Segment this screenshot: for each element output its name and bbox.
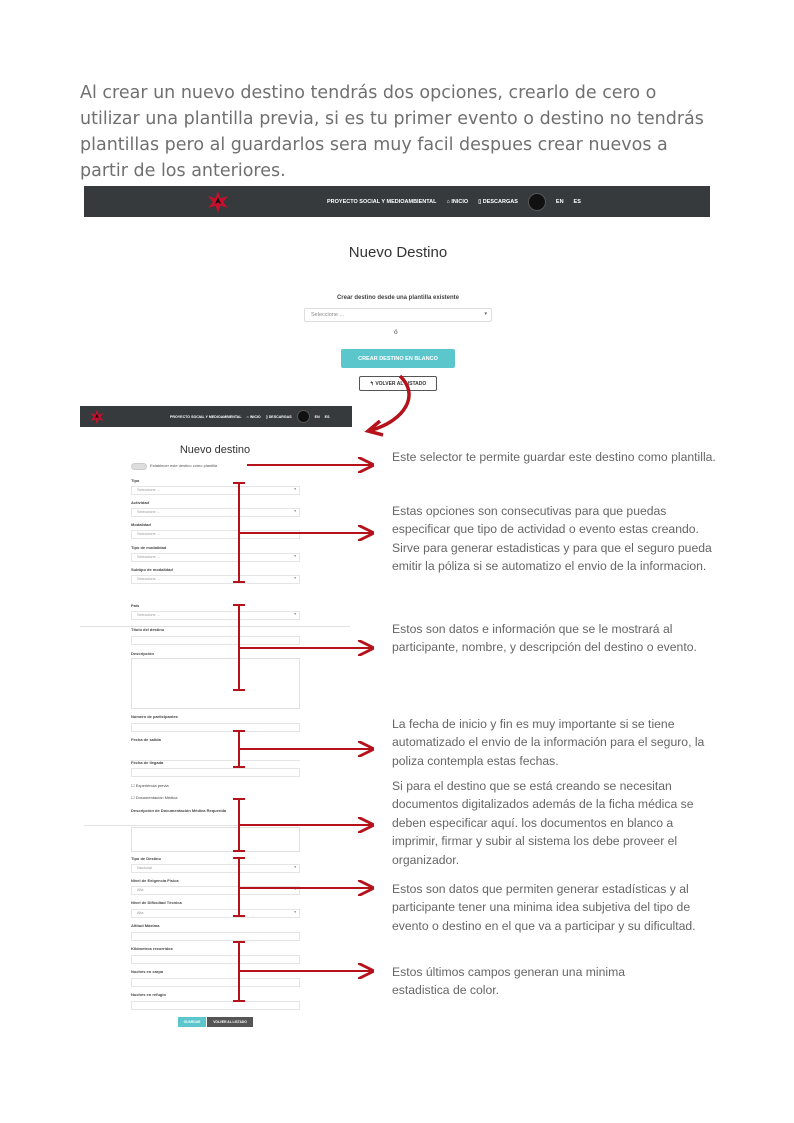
save-button[interactable]: GUARDAR — [178, 1017, 206, 1027]
select-modalidad[interactable]: Seleccione ... ▾ — [131, 530, 300, 539]
label-descripcion: Descripción — [131, 651, 154, 656]
select-tipo-destino[interactable]: Nacional ▾ — [131, 864, 300, 873]
template-select[interactable]: Seleccione ... ▾ — [304, 308, 492, 322]
chevron-down-icon: ▾ — [294, 887, 296, 891]
label-tipo: Tipo — [131, 478, 140, 483]
input-num-participantes[interactable] — [131, 723, 300, 732]
lang-en[interactable]: EN — [314, 414, 320, 419]
nav-home-link[interactable]: ⌂ INICIO — [446, 198, 469, 205]
note-documents: Si para el destino que se está creando se necesitan documentos digitalizados además de la ficha médica se deben especificar aquí. los documentos en blanco a imprimir, firmar y subir al sistema los debe proveer el organizador. — [392, 779, 694, 867]
navbar-form — [80, 406, 352, 427]
chevron-down-icon: ▾ — [294, 487, 296, 491]
template-toggle-label: Establecer este destino como plantilla — [150, 463, 218, 468]
note-difficulty: Estos son datos que permiten generar estadísticas y al participante tener una minima idea subjetiva del tipo de evento o destino en el que va a participar y su dificultad. — [392, 882, 696, 933]
checkbox-experiencia[interactable]: ☐ Experiencia previa — [131, 783, 169, 788]
textarea-desc-documentacion[interactable] — [131, 827, 300, 852]
avatar[interactable] — [528, 193, 546, 211]
chevron-down-icon: ▾ — [294, 910, 296, 914]
label-tipo-modalidad: Tipo de modalidad — [131, 545, 167, 550]
create-blank-button[interactable]: CREAR DESTINO EN BLANCO — [341, 349, 455, 368]
lang-es[interactable]: ES — [573, 198, 581, 205]
nav-downloads-link[interactable]: ▯ DESCARGAS — [265, 414, 292, 419]
label-nivel-fisica: Nivel de Exigencia Física — [131, 878, 179, 883]
label-altitud: Altitud Máxima — [131, 923, 160, 928]
lang-es[interactable]: ES — [324, 414, 330, 419]
input-titulo[interactable] — [131, 636, 300, 645]
page-title-nuevo-destino: Nuevo Destino — [348, 244, 448, 261]
chevron-down-icon: ▾ — [484, 311, 487, 317]
nav-downloads-link[interactable]: ▯ DESCARGAS — [478, 198, 518, 205]
intro-paragraph: Al crear un nuevo destino tendrás dos opciones, crearlo de cero o utilizar una plantilla previa, si es tu primer evento o destino no tendrás plantillas pero al guardarlos sera muy facil despues crear nuevos a partir de los anteriores. — [80, 83, 704, 181]
nav-project-link[interactable]: PROYECTO SOCIAL Y MEDIOAMBIENTAL — [327, 198, 437, 205]
note-activity-options: Estas opciones son consecutivas para que puedas especificar que tipo de actividad o evento estas creando. Sirve para generar estadisticas y para que el seguro pueda emitir la póliza si se automatizo el envio de la informacion. — [392, 504, 712, 574]
brand-logo[interactable] — [89, 409, 105, 425]
label-km: Kilómetros recorridos — [131, 946, 173, 951]
input-fecha-salida[interactable] — [131, 745, 300, 761]
home-icon: ⌂ — [446, 198, 450, 205]
back-to-list-button[interactable]: VOLVER AL LISTADO — [207, 1017, 253, 1027]
or-separator: ó — [394, 329, 398, 336]
label-noches-refugio: Noches en refugio — [131, 992, 166, 997]
input-noches-refugio[interactable] — [131, 1001, 300, 1010]
note-participant-info: Estos son datos e información que se le mostrará al participante, nombre, y descripción del destino o evento. — [392, 622, 697, 655]
home-icon: ⌂ — [246, 414, 249, 419]
chevron-down-icon: ▾ — [294, 865, 296, 869]
input-altitud[interactable] — [131, 932, 300, 941]
label-nivel-tecnica: Nivel de Dificultad Técnica — [131, 900, 182, 905]
back-to-list-button[interactable]: ↰ VOLVER AL LISTADO — [359, 376, 437, 391]
label-fecha-llegada: Fecha de llegada — [131, 760, 164, 765]
input-km[interactable] — [131, 955, 300, 964]
template-toggle[interactable] — [131, 463, 147, 470]
checkbox-icon: ☐ — [131, 795, 135, 800]
chevron-down-icon: ▾ — [294, 509, 296, 513]
template-label: Crear destino desde una plantilla existente — [336, 295, 460, 301]
form-title: Nuevo destino — [179, 444, 251, 456]
select-pais[interactable]: Seleccione ... ▾ — [131, 611, 300, 620]
select-tipo-modalidad[interactable]: Seleccione ... ▾ — [131, 553, 300, 562]
bracket-color-stats — [233, 942, 372, 1001]
select-nivel-fisica[interactable]: Alta ▾ — [131, 886, 300, 895]
chevron-down-icon: ▾ — [294, 554, 296, 558]
chevron-down-icon: ▾ — [294, 612, 296, 616]
label-modalidad: Modalidad — [131, 522, 151, 527]
select-actividad[interactable]: Seleccione ... ▾ — [131, 508, 300, 517]
label-subtipo-modalidad: Subtipo de modalidad — [131, 567, 173, 572]
checkbox-icon: ☐ — [131, 783, 135, 788]
label-num-participantes: Número de participantes — [131, 714, 178, 719]
label-tipo-destino: Tipo de Destino — [131, 856, 161, 861]
textarea-descripcion[interactable] — [131, 658, 300, 709]
note-template-selector: Este selector te permite guardar este destino como plantilla. — [392, 450, 716, 464]
label-titulo: Título del destino — [131, 627, 165, 632]
label-desc-documentacion: Descripción de Documentación Médica Requerida — [131, 808, 227, 813]
select-subtipo-modalidad[interactable]: Seleccione ... ▾ — [131, 575, 300, 584]
label-noches-carpa: Noches en carpa — [131, 969, 164, 974]
chevron-down-icon: ▾ — [294, 576, 296, 580]
chevron-down-icon: ▾ — [294, 531, 296, 535]
document-icon: ▯ — [478, 198, 482, 205]
label-pais: País — [131, 603, 140, 608]
section-divider — [84, 825, 302, 826]
section-divider — [80, 626, 350, 627]
input-fecha-llegada[interactable] — [131, 768, 300, 777]
nav-home-link[interactable]: ⌂ INICIO — [246, 414, 261, 419]
avatar[interactable] — [297, 410, 310, 423]
label-fecha-salida: Fecha de salida — [131, 737, 161, 742]
label-actividad: Actividad — [131, 500, 150, 505]
navbar-top — [84, 186, 710, 217]
lang-en[interactable]: EN — [555, 198, 564, 205]
note-color-stats: Estos últimos campos generan una minima estadistica de color. — [392, 965, 626, 998]
nav-project-link[interactable]: PROYECTO SOCIAL Y MEDIOAMBIENTAL — [170, 414, 242, 419]
brand-logo[interactable] — [206, 190, 230, 214]
back-arrow-icon: ↰ — [369, 380, 374, 387]
select-nivel-tecnica[interactable]: Alta ▾ — [131, 909, 300, 918]
checkbox-documentacion[interactable]: ☐ Documentación Médica — [131, 795, 178, 800]
document-icon: ▯ — [265, 414, 268, 419]
input-noches-carpa[interactable] — [131, 978, 300, 987]
note-dates: La fecha de inicio y fin es muy importante si se tiene automatizado el envio de la información para el seguro, la poliza contempla estas fechas. — [392, 717, 705, 768]
select-tipo[interactable]: Seleccione ... ▾ — [131, 486, 300, 495]
